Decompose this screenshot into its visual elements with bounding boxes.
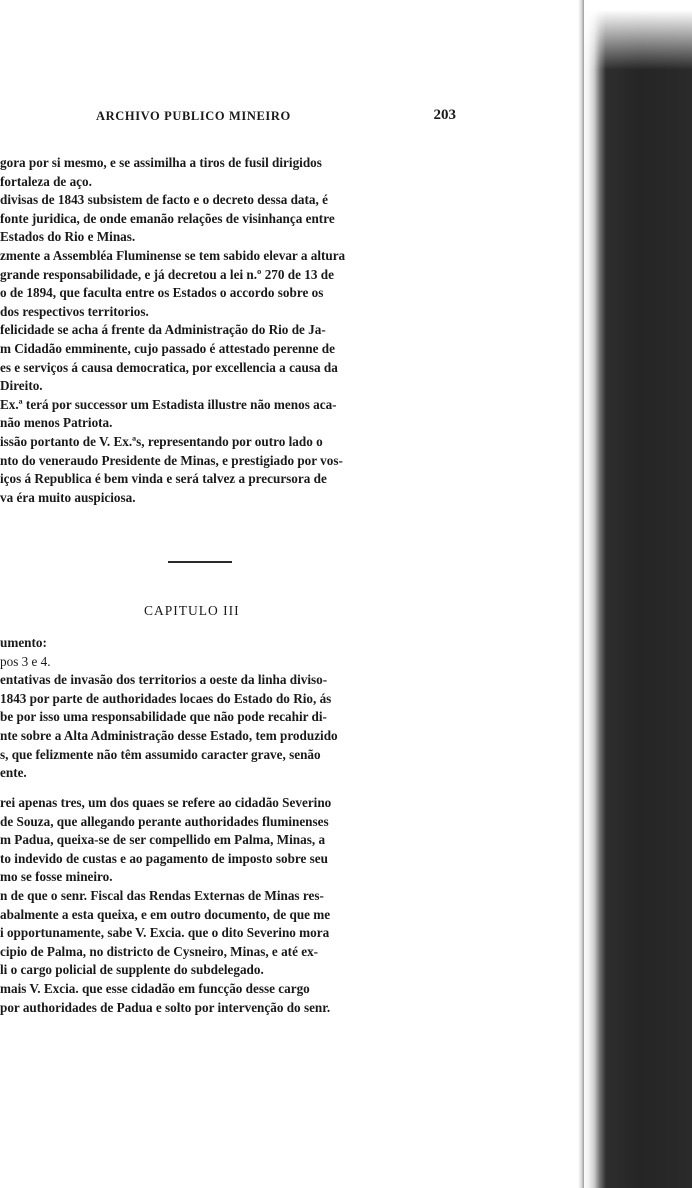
- section-divider: [168, 561, 232, 563]
- text-line: divisas de 1843 subsistem de facto e o decreto dessa data, é: [0, 192, 328, 208]
- body-text-top: [0, 154, 462, 507]
- text-line: m Padua, queixa-se de ser compellido em Palma, Minas, a: [0, 832, 326, 848]
- text-line: umento:: [0, 635, 47, 650]
- page-binding-shadow: [580, 0, 692, 1188]
- text-line: dos respectivos territorios.: [0, 303, 149, 319]
- text-line: mais V. Excia. que esse cidadão em funcção desse cargo: [0, 980, 310, 996]
- text-line: fonte juridica, de onde emanão relações de visinhança entre: [0, 210, 335, 226]
- text-line: Estados do Rio e Minas.: [0, 229, 136, 245]
- running-title: ARCHIVO PUBLICO MINEIRO: [96, 109, 291, 123]
- text-line: rei apenas tres, um dos quaes se refere ao cidadão Severino: [0, 795, 332, 810]
- chapter-title: CAPITULO III: [144, 603, 240, 618]
- body-text-bottom: [0, 794, 462, 1017]
- text-line: ente.: [0, 765, 27, 781]
- page-header: [0, 109, 458, 129]
- text-line: Ex.ª terá por successor um Estadista illustre não menos aca-: [0, 396, 337, 412]
- page-number: 203: [433, 107, 456, 123]
- text-line: 1843 por parte de authoridades locaes do Estado do Rio, ás: [0, 690, 332, 706]
- text-line: de Souza, que allegando perante authoridades fluminenses: [0, 813, 329, 829]
- text-line: nto do veneraudo Presidente de Minas, e prestigiado por vos-: [0, 452, 343, 468]
- text-line: m Cidadão emminente, cujo passado é attestado perenne de: [0, 340, 335, 356]
- text-line: s, que felizmente não têm assumido caracter grave, senão: [0, 746, 321, 762]
- text-line: iços á Republica é bem vinda e será talvez a precursora de: [0, 471, 327, 487]
- text-line: mo se fosse mineiro.: [0, 869, 113, 885]
- text-line: zmente a Assembléa Fluminense se tem sabido elevar a altura: [0, 247, 346, 263]
- text-line: nte sobre a Alta Administração desse Estado, tem produzido: [0, 727, 338, 743]
- text-line: to indevido de custas e ao pagamento de imposto sobre seu: [0, 850, 328, 866]
- text-line: i opportunamente, sabe V. Excia. que o dito Severino mora: [0, 925, 330, 941]
- text-line: abalmente a esta queixa, e em outro documento, de que me: [0, 906, 331, 922]
- text-line: va éra muito auspiciosa.: [0, 489, 136, 505]
- text-line: es e serviços á causa democratica, por excellencia a causa da: [0, 359, 338, 375]
- page-edge: [578, 0, 584, 1188]
- text-line: por authoridades de Padua e solto por intervenção do senr.: [0, 999, 331, 1015]
- text-line: não menos Patriota.: [0, 415, 113, 431]
- text-line: pos 3 e 4.: [0, 653, 51, 669]
- body-text-chapter: [0, 634, 462, 783]
- text-line: cipio de Palma, no districto de Cysneiro, Minas, e até ex-: [0, 943, 319, 959]
- text-line: entativas de invasão dos territorios a oeste da linha diviso-: [0, 672, 328, 688]
- page-binding-shadow-top: [580, 0, 692, 70]
- text-line: be por isso uma responsabilidade que não pode recahir di-: [0, 709, 327, 725]
- text-line: grande responsabilidade, e já decretou a lei n.º 270 de 13 de: [0, 266, 334, 282]
- text-line: issão portanto de V. Ex.ªs, representando por outro lado o: [0, 433, 323, 449]
- text-line: n de que o senr. Fiscal das Rendas Externas de Minas res-: [0, 887, 324, 903]
- text-line: gora por si mesmo, e se assimilha a tiros de fusil dirigidos: [0, 155, 322, 170]
- text-line: fortaleza de aço.: [0, 173, 92, 189]
- text-line: li o cargo policial de supplente do subdelegado.: [0, 962, 264, 978]
- text-line: o de 1894, que faculta entre os Estados o accordo sobre os: [0, 285, 324, 301]
- text-line: felicidade se acha á frente da Administração do Rio de Ja-: [0, 322, 326, 338]
- text-line: Direito.: [0, 378, 43, 394]
